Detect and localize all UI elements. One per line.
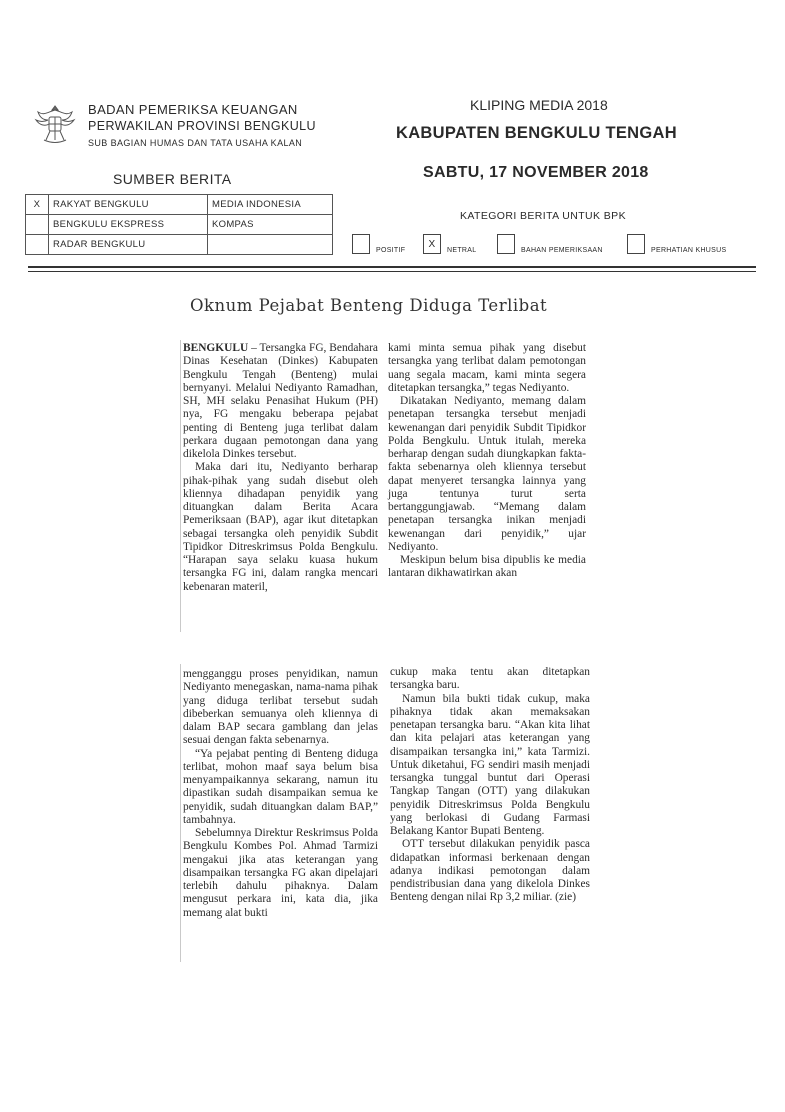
clipping-edge	[180, 340, 181, 632]
category-label: BAHAN PEMERIKSAAN	[521, 247, 603, 254]
publication-date: SABTU, 17 NOVEMBER 2018	[423, 164, 649, 181]
article-column-2	[388, 342, 586, 581]
source-name: BENGKULU EKSPRESS	[49, 215, 208, 235]
category-bahan-pemeriksaan	[497, 232, 603, 254]
paragraph: kami minta semua pihak yang disebut tersangka yang terlibat dalam pemotongan uang segala macam, kami minta segera ditetapkan tersangka,” tegas Nediyanto.	[388, 342, 586, 394]
garuda-emblem-icon	[30, 100, 80, 146]
clipping-edge	[180, 664, 181, 962]
article-column-3	[183, 668, 378, 920]
paragraph: “Ya pejabat penting di Benteng diduga terlibat, mohon maaf saya belum bisa menyampaikannya sekarang, namun itu dipastikan sudah disampaikan semua ke penyidik, sudah dituangkan dalam BAP,” tambahnya.	[183, 747, 378, 826]
source-row	[26, 235, 333, 255]
category-perhatian-khusus	[627, 232, 726, 254]
source-row	[26, 215, 333, 235]
source-name: RADAR BENGKULU	[49, 235, 208, 255]
article-column-4	[390, 666, 590, 905]
source-name: KOMPAS	[208, 215, 333, 235]
category-netral	[423, 232, 476, 254]
category-title: KATEGORI BERITA UNTUK BPK	[460, 210, 626, 222]
source-name: RAKYAT BENGKULU	[49, 195, 208, 215]
source-check	[26, 235, 49, 255]
category-label: PERHATIAN KHUSUS	[651, 247, 727, 254]
header-divider	[28, 266, 756, 268]
paragraph: Maka dari itu, Nediyanto berharap pihak-pihak yang sudah disebut oleh kliennya dihadapan penyidik yang dituangkan dalam Berita Acara Pemeriksaan (BAP), agar ikut ditetapkan sebagai tersangka oleh penyidik Subdit Tipidkor Ditreskrimsus Polda Bengkulu. “Harapan saya selaku kuasa hukum tersangka FG ini, dalam rangka mencari kebenaran materil,	[183, 461, 378, 593]
org-branch: PERWAKILAN PROVINSI BENGKULU	[88, 119, 316, 133]
paragraph: Meskipun belum bisa dipublis ke media lantaran dikhawatirkan akan	[388, 554, 586, 580]
region-title: KABUPATEN BENGKULU TENGAH	[396, 124, 677, 142]
article-dateline: BENGKULU	[183, 342, 249, 354]
source-name	[208, 235, 333, 255]
source-name: MEDIA INDONESIA	[208, 195, 333, 215]
source-row	[26, 195, 333, 215]
paragraph: cukup maka tentu akan ditetapkan tersangka baru.	[390, 666, 590, 692]
source-table	[25, 194, 333, 255]
category-checkbox: X	[423, 234, 441, 254]
article-headline: Oknum Pejabat Benteng Diduga Terlibat	[190, 296, 548, 315]
paragraph: Namun bila bukti tidak cukup, maka pihaknya tidak akan memaksakan penetapan tersangka baru. “Akan kita lihat dan kita pelajari atas keterangan yang disampaikan tersangka ini,” kata Tarmizi. Untuk diketahui, FG sendiri masih menjadi tersangka tunggal buntut dari Operasi Tangkap Tangan (OTT) yang dilakukan penyidik Ditreskrimsus Polda Bengkulu yang berlokasi di Gudang Farmasi Belakang Kantor Bupati Benteng.	[390, 692, 590, 837]
paragraph: Sebelumnya Direktur Reskrimsus Polda Bengkulu Kombes Pol. Ahmad Tarmizi mengakui jika atas keterangan yang disampaikan tersangka FG akan dipelajari terlebih dahulu pihaknya. Dalam mengusut perkara ini, kata dia, jika memang alat bukti	[183, 827, 378, 919]
source-title: SUMBER BERITA	[113, 171, 232, 187]
paragraph: OTT tersebut dilakukan penyidik pasca didapatkan informasi berkenaan dengan adanya indikasi pemotongan dalam pendistribusian dana yang dikelola Dinkes Benteng dengan nilai Rp 3,2 miliar. (zie)	[390, 838, 590, 904]
category-checkbox	[352, 234, 370, 254]
article-column-1	[183, 342, 378, 594]
source-check	[26, 215, 49, 235]
category-checkbox	[627, 234, 645, 254]
source-check: X	[26, 195, 49, 215]
paragraph: mengganggu proses penyidikan, namun Nediyanto menegaskan, nama-nama pihak yang diduga terlibat tersebut sudah dibeberkan semuanya oleh kliennya di dalam BAP secara gamblang dan jelas sesuai dengan fakta sebenarnya.	[183, 668, 378, 747]
category-positif	[352, 232, 405, 254]
org-subdivision: SUB BAGIAN HUMAS DAN TATA USAHA KALAN	[88, 138, 303, 148]
paragraph: Dikatakan Nediyanto, memang dalam penetapan tersangka tersebut menjadi kewenangan dari penyidik Subdit Tipidkor Polda Bengkulu. Untuk itulah, mereka berharap dengan sudah diungkapkan fakta-fakta sebenarnya oleh kliennya tersebut dapat menyeret tersangka lainnya yang juga tentunya turut serta bertanggungjawab. “Memang dalam penetapan tersangka inikan menjadi kewenangan dari penyidik,” ujar Nediyanto.	[388, 395, 586, 553]
kliping-title: KLIPING MEDIA 2018	[470, 97, 608, 113]
category-checkbox	[497, 234, 515, 254]
paragraph: BENGKULU – Tersangka FG, Bendahara Dinas Kesehatan (Dinkes) Kabupaten Bengkulu Tengah (Benteng) mulai bernyanyi. Melalui Nediyanto Ramadhan, SH, MH selaku Penasihat Hukum (PH) nya, FG mengaku beberapa pejabat penting di Benteng juga terlibat dalam perkara dugaan pemotongan dana yang dikelola Dinkes tersebut.	[183, 342, 378, 460]
category-label: NETRAL	[447, 247, 477, 254]
header-divider	[28, 271, 756, 272]
org-name: BADAN PEMERIKSA KEUANGAN	[88, 102, 298, 117]
category-label: POSITIF	[376, 247, 406, 254]
